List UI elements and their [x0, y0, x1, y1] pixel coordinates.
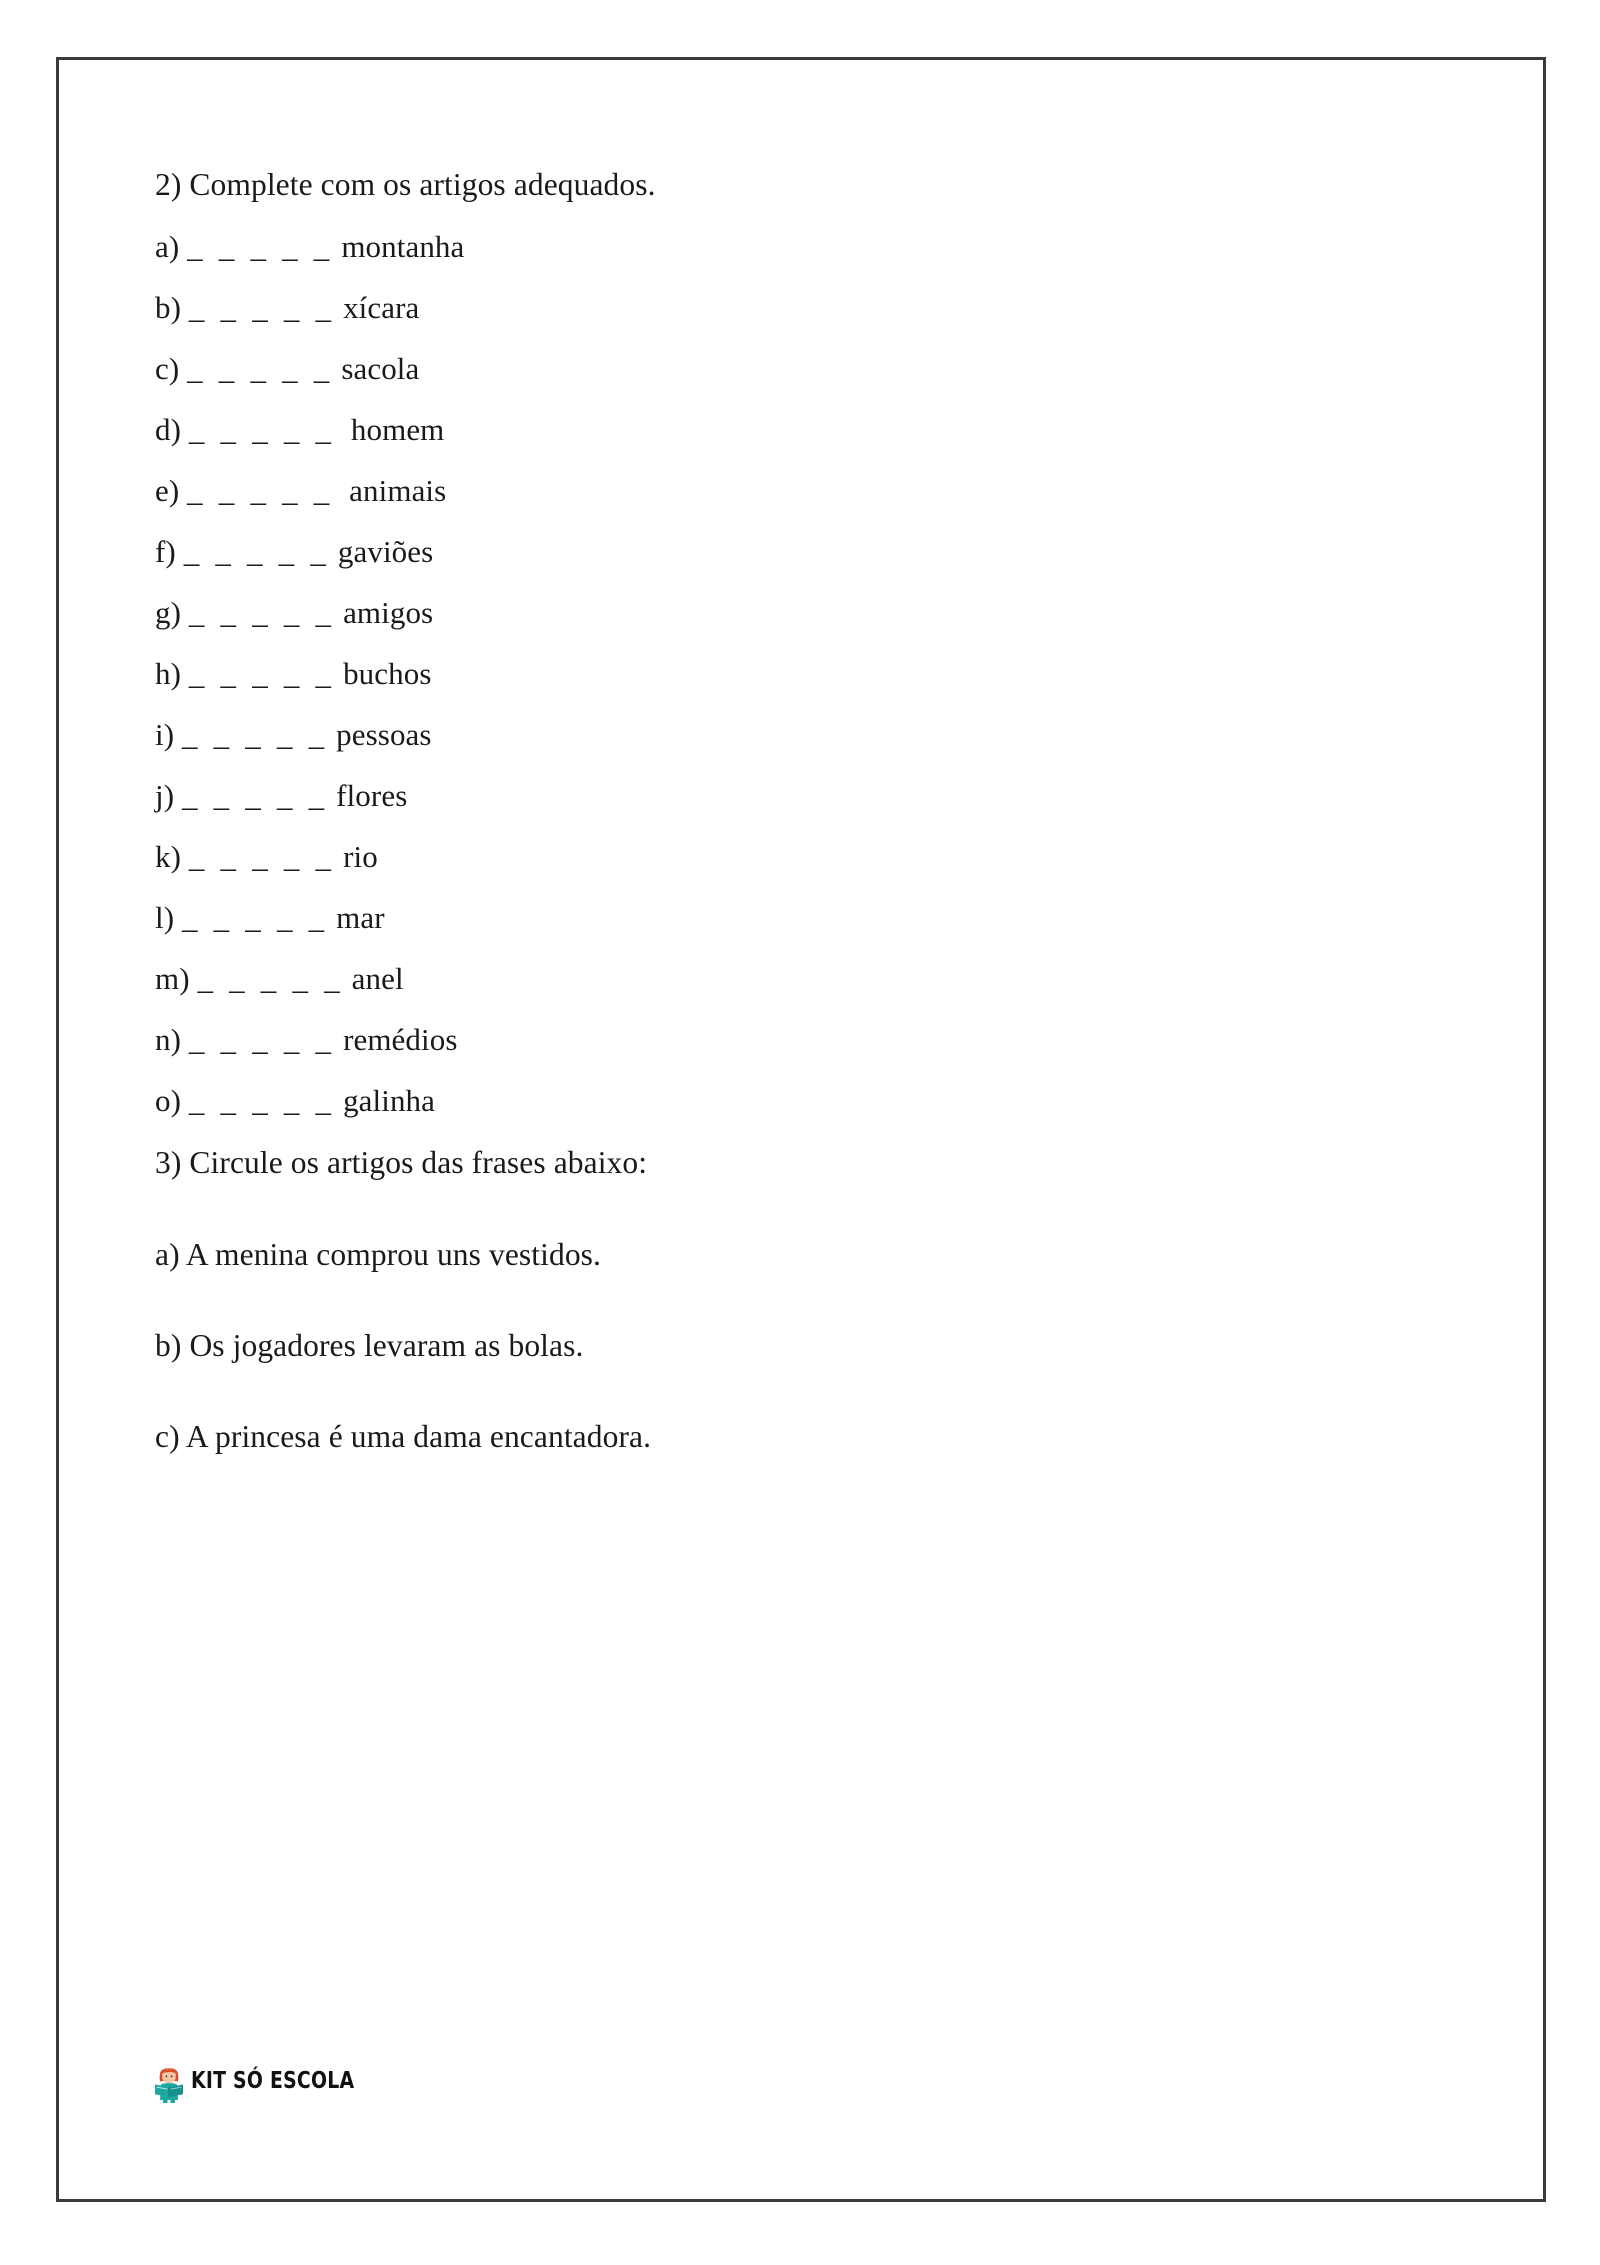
brand-logo	[149, 2059, 390, 2105]
item-word: animais	[341, 473, 447, 508]
answer-blank[interactable]: _ _ _ _ _	[182, 717, 329, 752]
exercise-2-item-e[interactable]	[155, 475, 446, 506]
exercise-2-heading	[155, 169, 656, 201]
item-marker: b)	[155, 290, 182, 325]
answer-blank[interactable]: _ _ _ _ _	[188, 1083, 336, 1118]
item-word: gaviões	[337, 534, 434, 569]
item-marker: a)	[155, 229, 180, 264]
exercise-3-heading-text: 3) Circule os artigos das frases abaixo:	[155, 1145, 648, 1180]
exercise-2-heading-text: 2) Complete com os artigos adequados.	[155, 167, 656, 202]
item-marker: h)	[155, 656, 182, 691]
item-marker: i)	[155, 717, 175, 752]
person-reading-book-icon	[149, 2061, 189, 2103]
item-sentence: A princesa é uma dama encantadora.	[185, 1419, 652, 1454]
answer-blank[interactable]: _ _ _ _ _	[187, 229, 334, 264]
item-word: sacola	[341, 351, 420, 386]
item-marker: g)	[155, 595, 182, 630]
item-marker: n)	[155, 1022, 182, 1057]
item-word: galinha	[343, 1083, 436, 1118]
answer-blank[interactable]: _ _ _ _ _	[188, 412, 336, 447]
brand-name-text: KIT SÓ ESCOLA	[191, 2067, 355, 2094]
item-marker: o)	[155, 1083, 182, 1118]
item-word: flores	[336, 778, 408, 813]
exercise-2-item-j[interactable]	[155, 780, 407, 811]
item-marker: f)	[155, 534, 176, 569]
exercise-2-item-c[interactable]	[155, 353, 419, 384]
exercise-2-item-f[interactable]	[155, 536, 433, 567]
item-marker: a)	[155, 1237, 180, 1272]
exercise-2-item-l[interactable]	[155, 902, 385, 933]
item-marker: e)	[155, 473, 180, 508]
item-marker: c)	[155, 351, 180, 386]
exercise-2-item-b[interactable]	[155, 292, 419, 323]
answer-blank[interactable]: _ _ _ _ _	[187, 473, 334, 508]
exercise-2-item-k[interactable]	[155, 841, 378, 872]
exercise-2-item-n[interactable]	[155, 1024, 458, 1055]
item-word: homem	[343, 412, 445, 447]
exercise-2-item-h[interactable]	[155, 658, 432, 689]
item-marker: c)	[155, 1419, 180, 1454]
item-marker: j)	[155, 778, 175, 813]
exercise-3-item-a[interactable]	[155, 1239, 601, 1271]
item-word: rio	[343, 839, 378, 874]
item-word: buchos	[343, 656, 432, 691]
answer-blank[interactable]: _ _ _ _ _	[188, 595, 336, 630]
item-marker: l)	[155, 900, 175, 935]
item-word: montanha	[341, 229, 465, 264]
exercise-2-item-m[interactable]	[155, 963, 404, 994]
item-marker: m)	[155, 961, 190, 996]
exercise-2-item-d[interactable]	[155, 414, 444, 445]
exercise-3-item-b[interactable]	[155, 1330, 583, 1362]
item-word: anel	[351, 961, 404, 996]
item-word: mar	[336, 900, 385, 935]
answer-blank[interactable]: _ _ _ _ _	[188, 290, 336, 325]
exercise-3-item-c[interactable]	[155, 1421, 651, 1453]
item-marker: k)	[155, 839, 182, 874]
exercise-3-heading	[155, 1147, 647, 1179]
answer-blank[interactable]: _ _ _ _ _	[182, 778, 329, 813]
answer-blank[interactable]: _ _ _ _ _	[187, 351, 334, 386]
item-word: pessoas	[336, 717, 432, 752]
answer-blank[interactable]: _ _ _ _ _	[183, 534, 331, 569]
answer-blank[interactable]: _ _ _ _ _	[188, 839, 336, 874]
exercise-2-item-i[interactable]	[155, 719, 432, 750]
item-word: amigos	[343, 595, 434, 630]
answer-blank[interactable]: _ _ _ _ _	[197, 961, 344, 996]
exercise-2-item-o[interactable]	[155, 1085, 435, 1116]
item-sentence: A menina comprou uns vestidos.	[185, 1237, 602, 1272]
answer-blank[interactable]: _ _ _ _ _	[182, 900, 329, 935]
exercise-2-item-a[interactable]	[155, 231, 464, 262]
item-word: remédios	[343, 1022, 458, 1057]
item-marker: d)	[155, 412, 182, 447]
item-sentence: Os jogadores levaram as bolas.	[189, 1328, 584, 1363]
answer-blank[interactable]: _ _ _ _ _	[188, 656, 336, 691]
item-marker: b)	[155, 1328, 182, 1363]
item-word: xícara	[343, 290, 420, 325]
exercise-2-item-g[interactable]	[155, 597, 433, 628]
answer-blank[interactable]: _ _ _ _ _	[188, 1022, 336, 1057]
